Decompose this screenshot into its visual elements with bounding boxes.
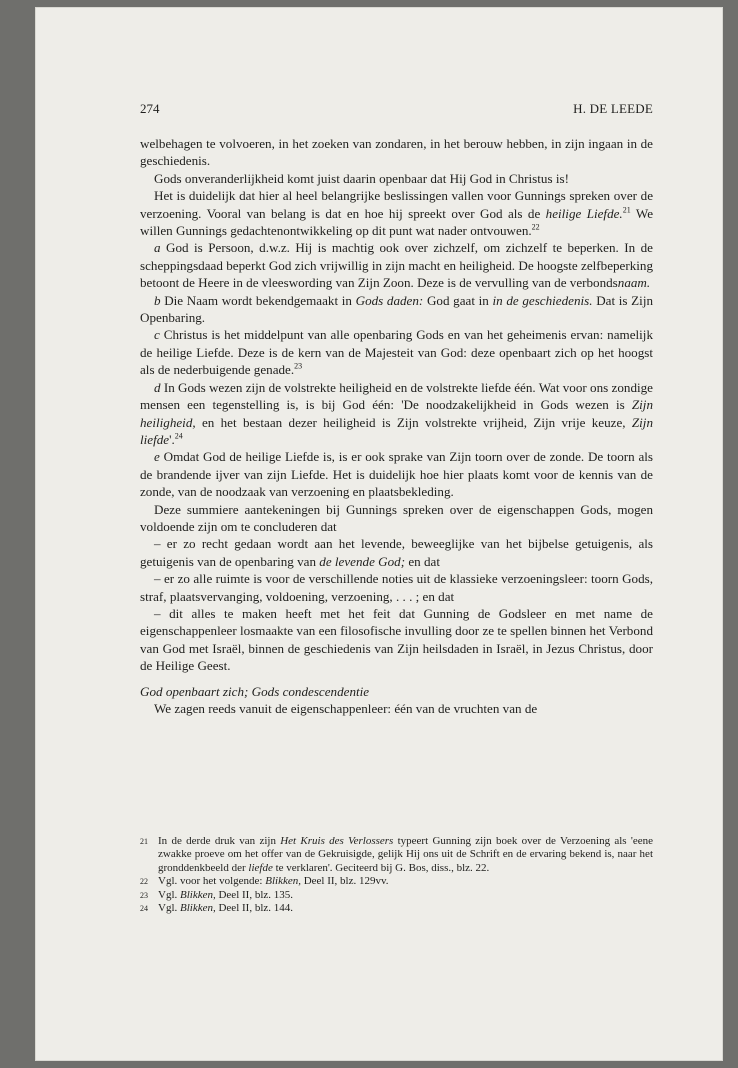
paragraph: Deze summiere aantekeningen bij Gunnings spreken over de eigenschappen Gods, mogen voldoende zijn om te concluderen dat xyxy=(140,501,653,534)
footnotes xyxy=(140,835,653,915)
footnote-22: 22 Vgl. voor het volgende: Blikken, Deel II, blz. 129vv. xyxy=(140,875,389,888)
list-point-d: d In Gods wezen zijn de volstrekte heiligheid en de volstrekte liefde één. Wat voor ons zondige mensen een tegenstelling is, is bij God één: 'De noodzakelijkheid in Gods wezen is Zijn heiligheid, en het bestaan dezer heiligheid is Zijn volstrekte vrijheid, Zijn vrije keuze, Zijn liefde'.$^{24}$ xyxy=(140,379,653,447)
footnote-ref: 23 xyxy=(294,361,303,371)
paragraph: We zagen reeds vanuit de eigenschappenleer: één van de vruchten van de xyxy=(154,701,538,716)
running-head: H. DE LEEDE xyxy=(573,101,653,116)
paragraph: Gods onveranderlijkheid komt juist daarin openbaar dat Hij God in Christus is! xyxy=(154,170,569,186)
paragraph: Het is duidelijk dat hier al heel belangrijke beslissingen vallen voor Gunnings spreken over de verzoening. Vooral van belang is dat en hoe hij spreekt over God als de heilige Liefde.$^{21}$ We willen Gunnings gedachtenontwikkeling op dit punt wat nader ontvouwen.$^{22}$ xyxy=(140,188,654,239)
footnote-ref: 22 xyxy=(531,222,540,232)
dash-item: – er zo alle ruimte is voor de verschillende noties uit de klassieke verzoeningsleer: toorn Gods, straf, plaatsvervanging, voldoening, verzoening, . . . ; en dat xyxy=(140,571,653,604)
footnote-24: 24 Vgl. Blikken, Deel II, blz. 144. xyxy=(140,902,294,915)
list-point-b: b Die Naam wordt bekendgemaakt in Gods daden: God gaat in in de geschiedenis. Dat is Zijn Openbaring. xyxy=(140,292,654,326)
section-heading: God openbaart zich; Gods condescendentie xyxy=(140,683,370,699)
footnote-ref: 24 xyxy=(174,431,183,441)
list-point-c: c Christus is het middelpunt van alle openbaring Gods en van het geheimenis ervan: namelijk de heilige Liefde. Deze is de kern van de Majesteit van God: deze openbaart zich op het hoogst als de nederbuigende genade.$^{23}$ xyxy=(140,327,653,378)
body-text xyxy=(140,135,653,717)
page-number: 274 xyxy=(140,101,160,116)
list-point-e: e Omdat God de heilige Liefde is, is er ook sprake van Zijn toorn over de zonde. De toorn als de brandende ijver van zijn Liefde. Het is duidelijk hoe hier plaats komt voor de kennis van de zonde, van de noodzaak van verzoening en plaatsbekleding. xyxy=(140,449,653,500)
footnote-21: 21 In de derde druk van zijn Het Kruis des Verlossers typeert Gunning zijn boek over de Verzoening als 'eene zwakke proeve om het offer van de Gekruisigde, gelijk Hij ons uit de Schrift en de ervaring bekend is, naar het gronddenkbeeld der liefde te verklaren'. Geciteerd bij G. Bos, diss., blz. 22. xyxy=(140,835,653,874)
book-page xyxy=(36,8,722,1060)
dash-item: – dit alles te maken heeft met het feit dat Gunning de Godsleer en met name de eigenschappenleer losmaakte van een filosofische invulling door ze te spellen binnen het Verbond van God met Israël, binnen de geschiedenis van Zijn heilsdaden in Israël, in Jezus Christus, door de Heilige Geest. xyxy=(140,605,653,674)
list-point-a: a God is Persoon, d.w.z. Hij is machtig ook over zichzelf, om zichzelf te beperken. In de scheppingsdaad beperkt God zich vrijwillig in zijn macht en heiligheid. De hoogste zelfbeperking betoont de Heere in de vleeswording van Zijn Zoon. Deze is de vervulling van de verbondsnaam. xyxy=(140,240,653,291)
footnote-ref: 21 xyxy=(622,205,631,215)
paragraph: welbehagen te volvoeren, in het zoeken van zondaren, in het berouw hebben, in zijn ingaan in de geschiedenis. xyxy=(140,136,653,169)
footnote-23: 23 Vgl. Blikken, Deel II, blz. 135. xyxy=(140,888,294,901)
dash-item: – er zo recht gedaan wordt aan het levende, beweeglijke van het bijbelse getuigenis, als getuigenis van de openbaring van de levende God; en dat xyxy=(140,536,653,569)
